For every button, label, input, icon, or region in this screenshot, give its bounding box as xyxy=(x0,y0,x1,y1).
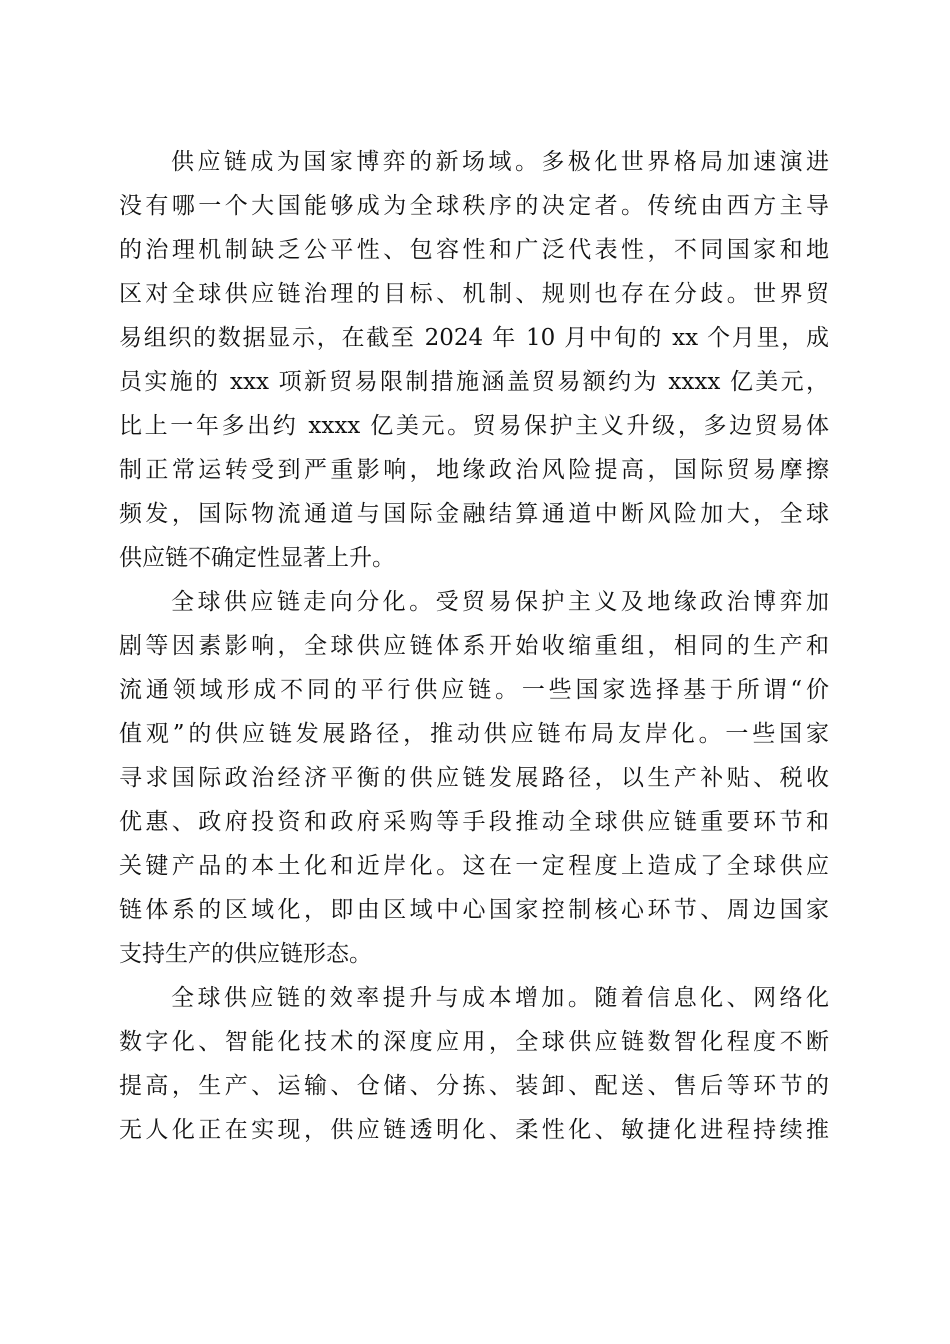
paragraph-1-line-2: 没有哪一个大国能够成为全球秩序的决定者。传统由西方主导 xyxy=(119,193,829,219)
paragraph-2-line-8: 链体系的区域化，即由区域中心国家控制核心环节、周边国家 xyxy=(119,897,829,923)
paragraph-1-line-6: 员实施的 xxx 项新贸易限制措施涵盖贸易额约为 xxxx 亿美元， xyxy=(119,369,829,395)
paragraph-2-line-1: 全球供应链走向分化。受贸易保护主义及地缘政治博弈加 xyxy=(171,589,829,615)
paragraph-1-line-9: 频发，国际物流通道与国际金融结算通道中断风险加大，全球 xyxy=(119,501,829,527)
paragraph-3-line-3: 提高，生产、运输、仓储、分拣、装卸、配送、售后等环节的 xyxy=(119,1073,829,1099)
paragraph-2-line-5: 寻求国际政治经济平衡的供应链发展路径，以生产补贴、税收 xyxy=(119,765,829,791)
paragraph-2-line-3: 流通领域形成不同的平行供应链。一些国家选择基于所谓“价 xyxy=(119,677,829,703)
paragraph-1-line-10: 供应链不确定性显著上升。 xyxy=(119,545,395,571)
paragraph-3-line-1: 全球供应链的效率提升与成本增加。随着信息化、网络化 xyxy=(171,985,829,1011)
paragraph-2-line-6: 优惠、政府投资和政府采购等手段推动全球供应链重要环节和 xyxy=(119,809,829,835)
paragraph-3-line-2: 数字化、智能化技术的深度应用，全球供应链数智化程度不断 xyxy=(119,1029,829,1055)
paragraph-1-line-1: 供应链成为国家博弈的新场域。多极化世界格局加速演进 xyxy=(171,149,829,175)
paragraph-2-line-7: 关键产品的本土化和近岸化。这在一定程度上造成了全球供应 xyxy=(119,853,829,879)
paragraph-2-line-4: 值观”的供应链发展路径，推动供应链布局友岸化。一些国家 xyxy=(119,721,829,747)
paragraph-3-line-4: 无人化正在实现，供应链透明化、柔性化、敏捷化进程持续推 xyxy=(119,1117,829,1143)
paragraph-1-line-7: 比上一年多出约 xxxx 亿美元。贸易保护主义升级，多边贸易体 xyxy=(119,413,829,439)
paragraph-2-line-2: 剧等因素影响，全球供应链体系开始收缩重组，相同的生产和 xyxy=(119,633,829,659)
document-body xyxy=(119,140,829,1152)
paragraph-2-line-9: 支持生产的供应链形态。 xyxy=(119,941,372,967)
paragraph-1-line-8: 制正常运转受到严重影响，地缘政治风险提高，国际贸易摩擦 xyxy=(119,457,829,483)
paragraph-1-line-3: 的治理机制缺乏公平性、包容性和广泛代表性，不同国家和地 xyxy=(119,237,829,263)
paragraph-1-line-4: 区对全球供应链治理的目标、机制、规则也存在分歧。世界贸 xyxy=(119,281,829,307)
paragraph-1-line-5: 易组织的数据显示，在截至 2024 年 10 月中旬的 xx 个月里，成 xyxy=(119,325,829,351)
